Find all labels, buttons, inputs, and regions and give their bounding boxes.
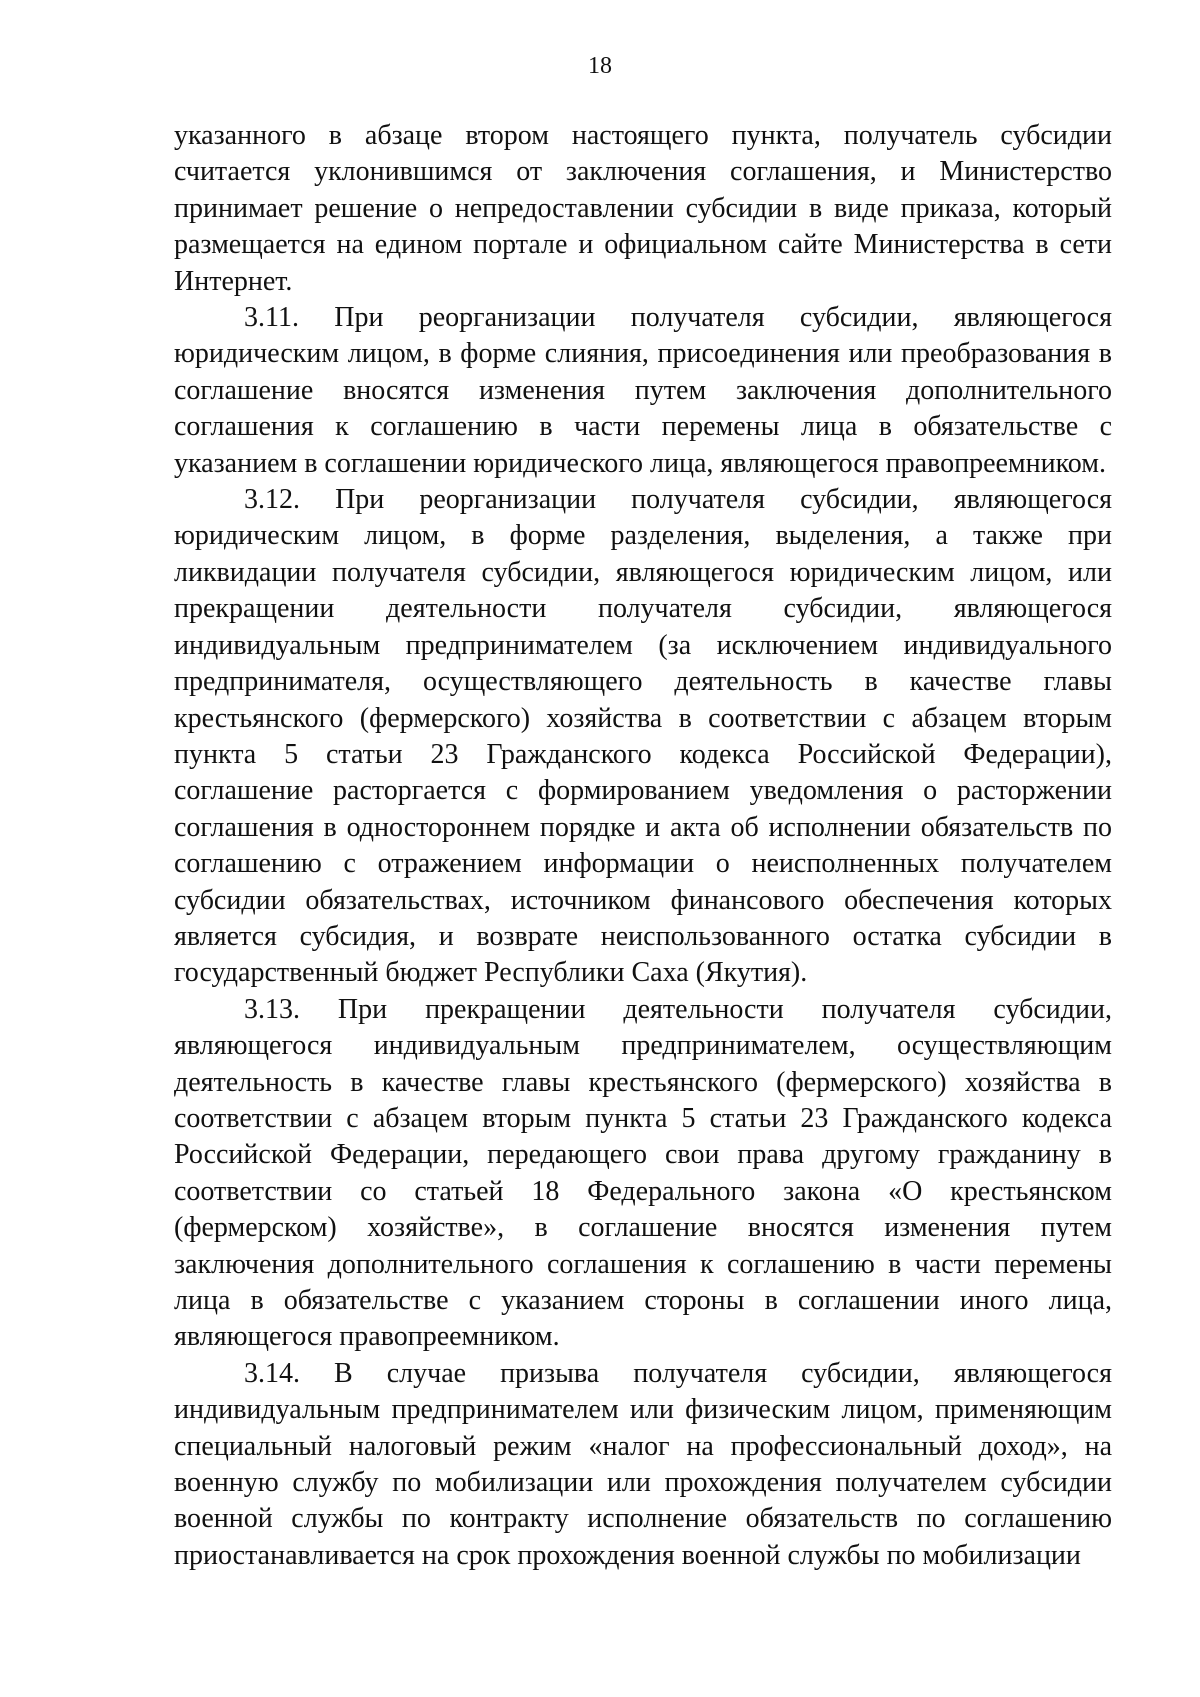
paragraph-3-13: 3.13. При прекращении деятельности получателя субсидии, являющегося индивидуальным предпринимателем, осуществляющим деятельность в качестве главы крестьянского (фермерского) хозяйства в соответствии с абзацем вторым пункта 5 статьи 23 Гражданского кодекса Российской Федерации, передающего свои права другому гражданину в соответствии со статьей 18 Федерального закона «О крестьянском (фермерском) хозяйстве», в соглашение вносятся изменения путем заключения дополнительного соглашения к соглашению в части перемены лица в обязательстве с указанием стороны в соглашении иного лица, являющегося правопреемником. [174,993,1112,1353]
paragraph-3-14: 3.14. В случае призыва получателя субсидии, являющегося индивидуальным предпринимателем или физическим лицом, применяющим специальный налоговый режим «налог на профессиональный доход», на военную службу по мобилизации или прохождения получателем субсидии военной службы по контракту исполнение обязательств по соглашению приостанавливается на срок прохождения военной службы по мобилизации [174,1357,1112,1571]
paragraph-3-12: 3.12. При реорганизации получателя субсидии, являющегося юридическим лицом, в форме разделения, выделения, а также при ликвидации получателя субсидии, являющегося юридическим лицом, или прекращении деятельности получателя субсидии, являющегося индивидуальным предпринимателем (за исключением индивидуального предпринимателя, осуществляющего деятельность в качестве главы крестьянского (фермерского) хозяйства в соответствии с абзацем вторым пункта 5 статьи 23 Гражданского кодекса Российской Федерации), соглашение расторгается с формированием уведомления о расторжении соглашения в одностороннем порядке и акта об исполнении обязательств по соглашению с отражением информации о неисполненных получателем субсидии обязательствах, источником финансового обеспечения которых является субсидия, и возврате неиспользованного остатка субсидии в государственный бюджет Республики Саха (Якутия). [174,484,1112,989]
paragraph-continuation: указанного в абзаце втором настоящего пункта, получатель субсидии считается уклонившимся от заключения соглашения, и Министерство принимает решение о непредоставлении субсидии в виде приказа, который размещается на едином портале и официальном сайте Министерства в сети Интернет. [174,120,1112,297]
paragraph-3-11: 3.11. При реорганизации получателя субсидии, являющегося юридическим лицом, в форме слияния, присоединения или преобразования в соглашение вносятся изменения путем заключения дополнительного соглашения к соглашению в части перемены лица в обязательстве с указанием в соглашении юридического лица, являющегося правопреемником. [174,302,1112,479]
page-number: 18 [588,53,612,79]
document-body [174,118,1112,1574]
